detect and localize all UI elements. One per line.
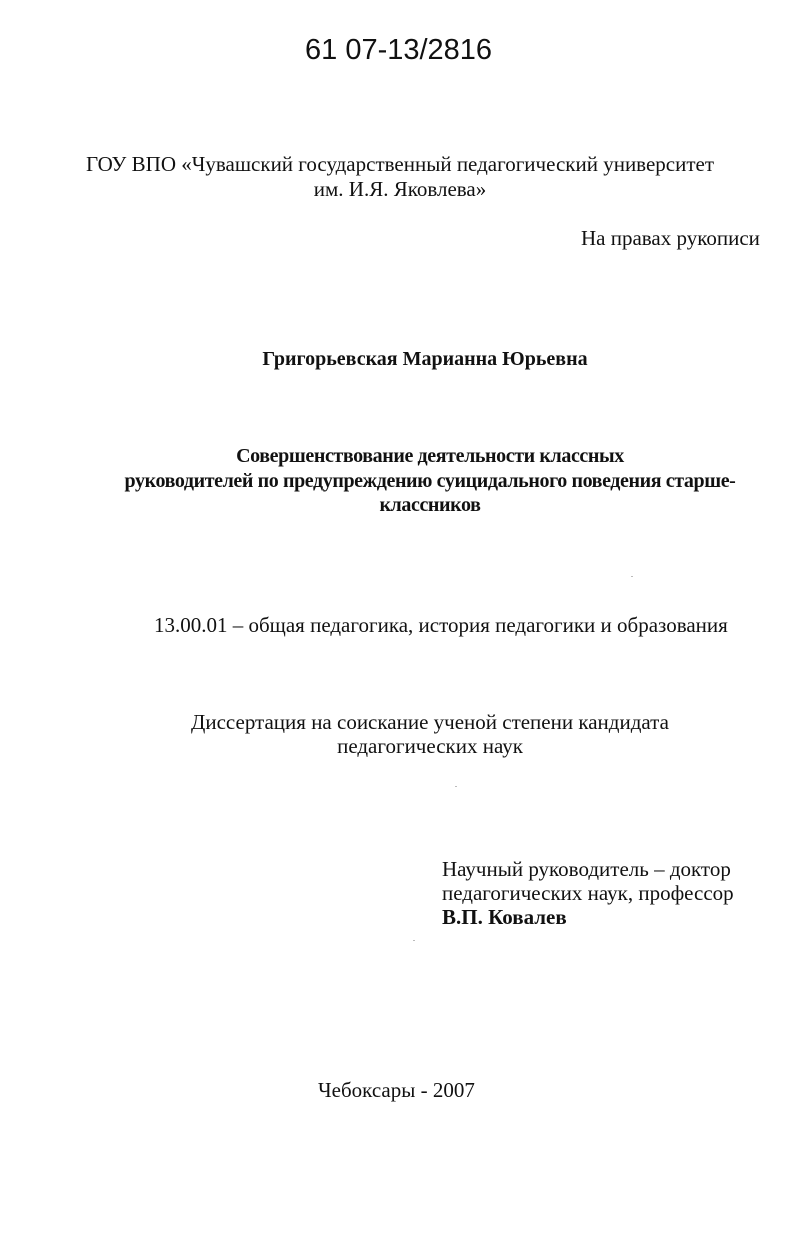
degree-line-1: Диссертация на соискание ученой степени кандидата [191,710,669,734]
degree-line-2: педагогических наук [337,734,523,758]
manuscript-note: На правах рукописи [581,226,760,250]
author-name: Григорьевская Марианна Юрьевна [262,348,588,370]
supervisor-line-2: педагогических наук, профессор [442,881,734,905]
dissertation-title-line-1: Совершенствование деятельности классных [236,445,624,467]
supervisor-line-1: Научный руководитель – доктор [442,857,731,881]
archive-stamp: 61 07-13/2816 [305,34,493,66]
specialty-code: 13.00.01 – общая педагогика, история педагогики и образования [154,613,728,637]
scan-speck [413,940,415,941]
institution-line-1: ГОУ ВПО «Чувашский государственный педагогический университет [85,152,715,176]
scan-speck [455,786,457,787]
institution-line-2: им. И.Я. Яковлева» [313,177,487,201]
place-and-year: Чебоксары - 2007 [318,1078,475,1102]
supervisor-name: В.П. Ковалев [442,905,567,929]
scan-speck [631,576,633,577]
dissertation-title-line-3: классников [379,494,481,516]
dissertation-title-line-2: руководителей по предупреждению суицидального поведения старше- [124,470,736,492]
